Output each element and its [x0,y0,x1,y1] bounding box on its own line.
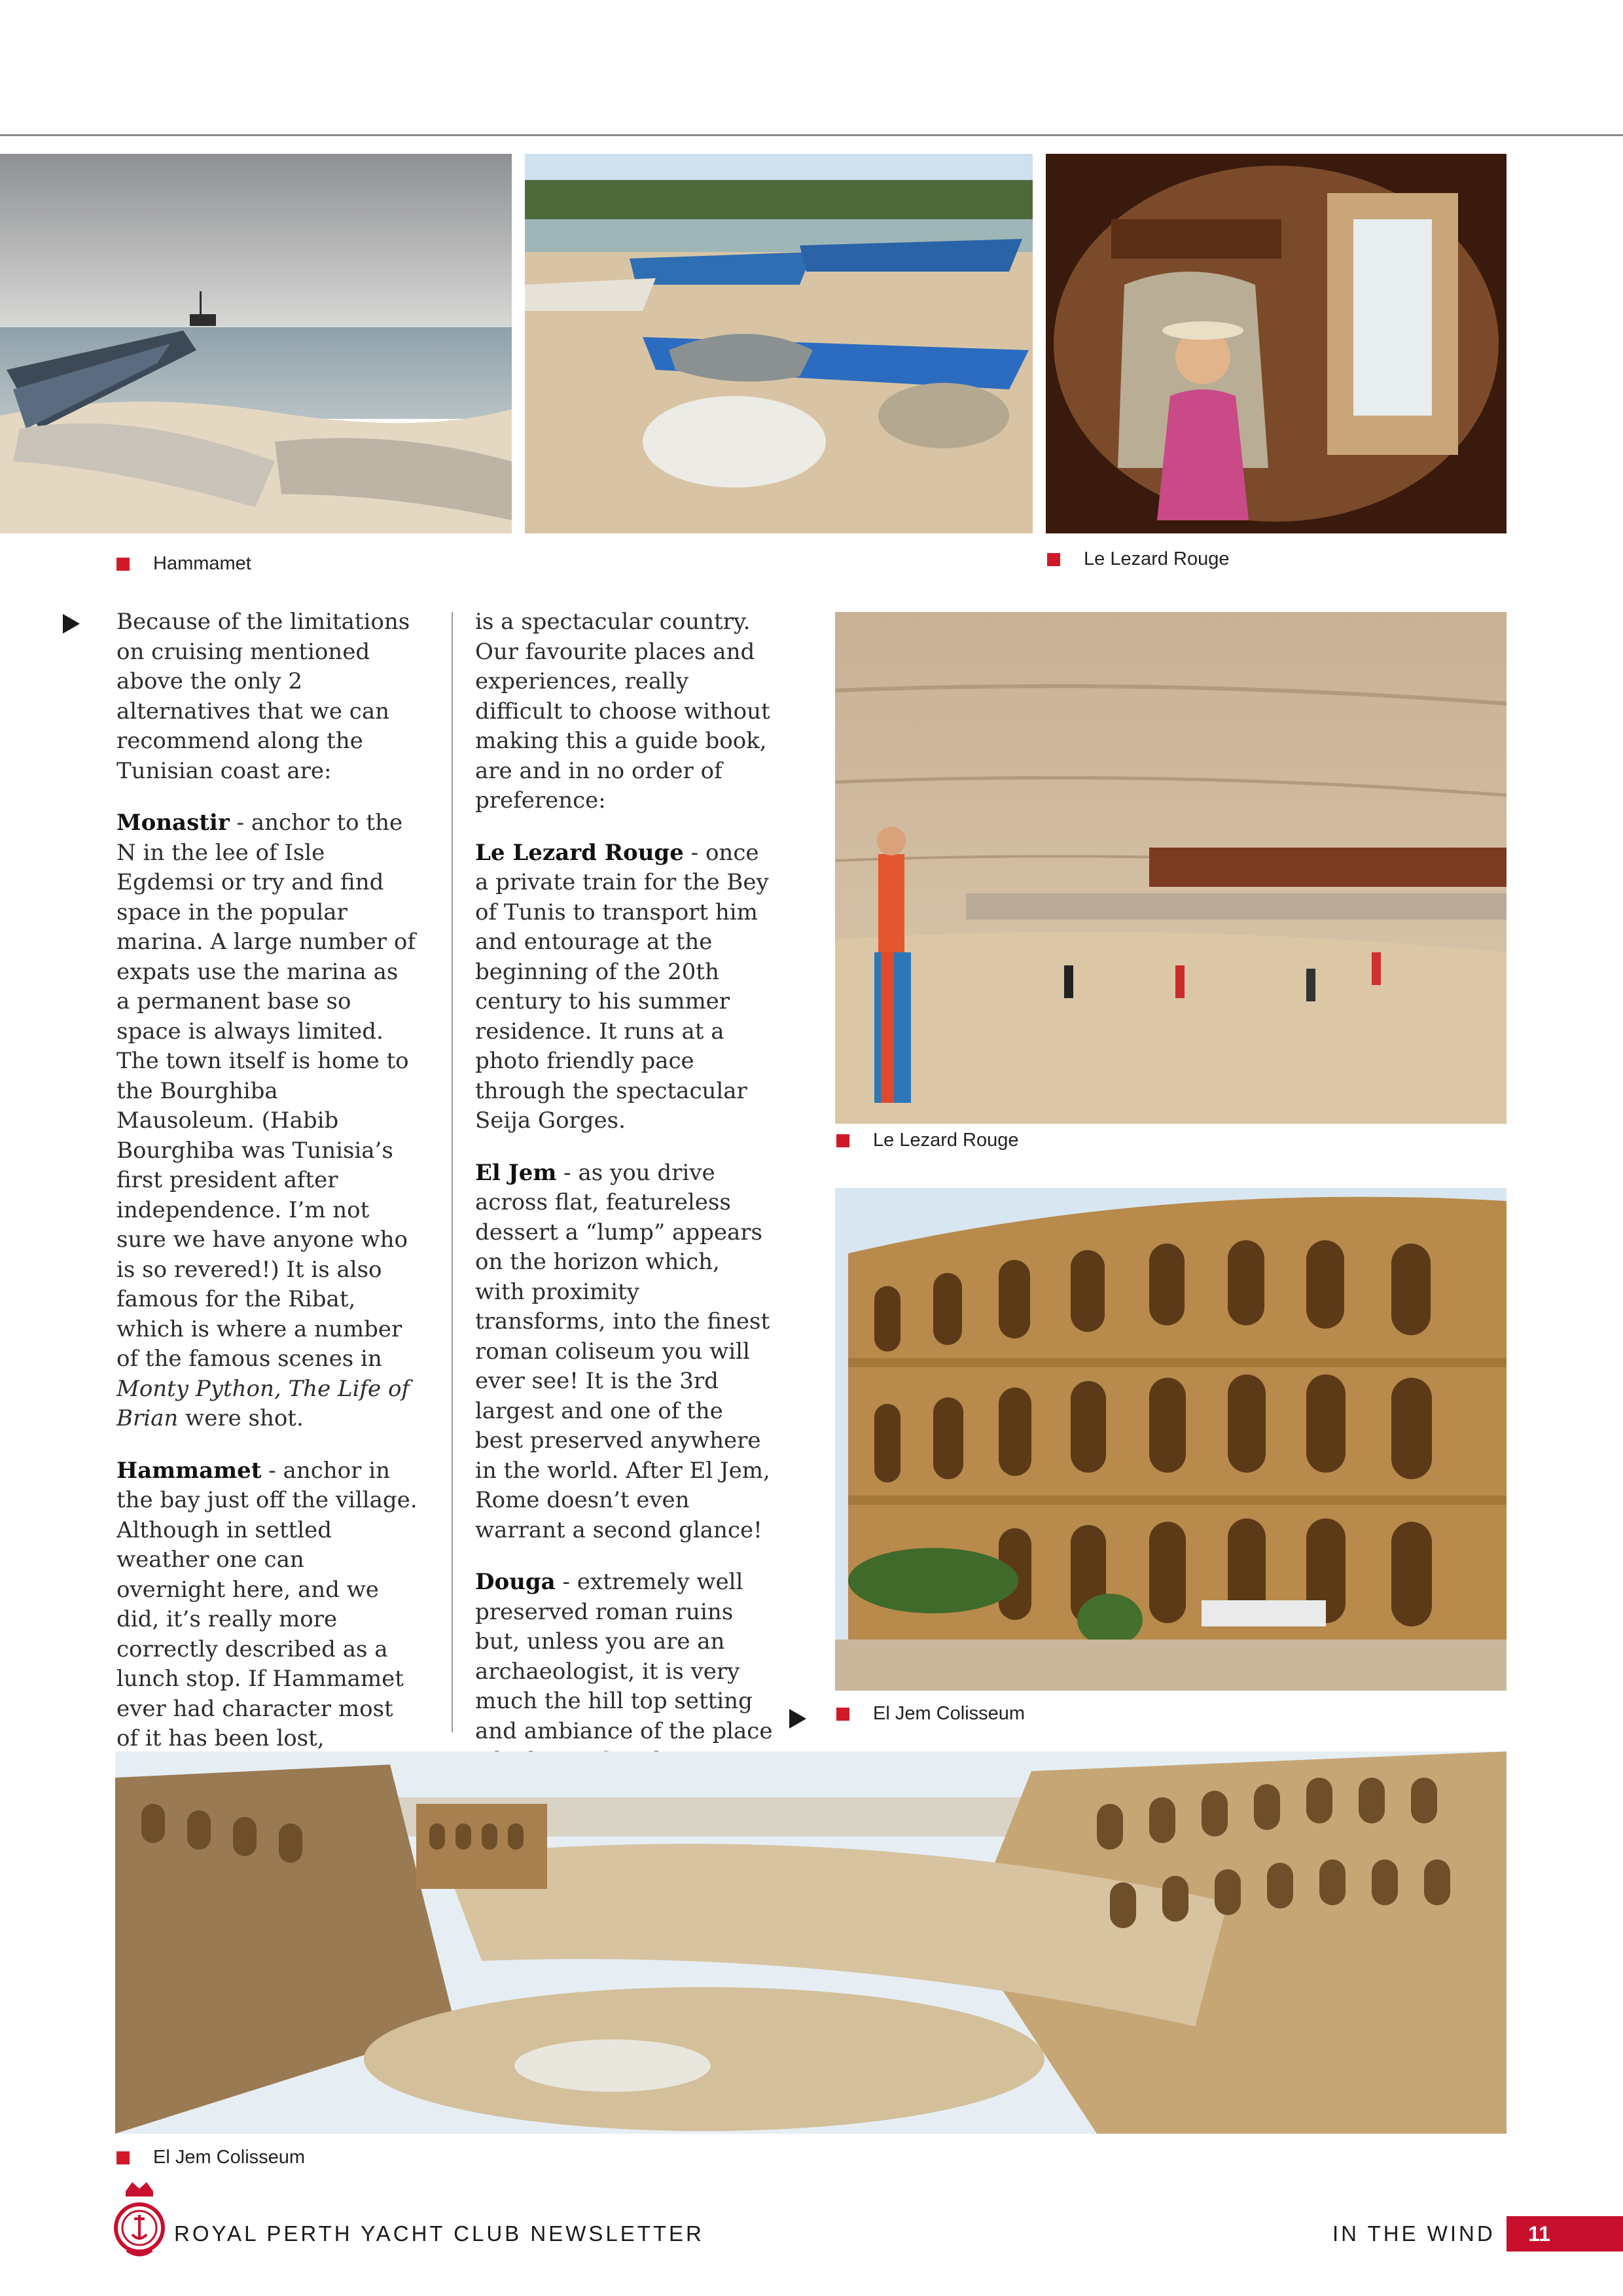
eljem-heading: El Jem [475,1159,557,1186]
photo-lezard-rouge-carriage [1046,154,1507,533]
column-divider [452,612,453,1732]
text-column-2 [475,607,776,1888]
monastir-film-title: Monty Python, The Life of Brian [116,1375,410,1431]
caption-text: Le Lezard Rouge [873,1130,1019,1151]
caption-text: El Jem Colisseum [153,2147,306,2168]
douga-body: - extremely well preserved roman ruins but, unless you are an archaeologist, it is very much the hill top setting and ambiance of the place [475,1569,773,1744]
section-label: IN THE WIND [1332,2221,1495,2246]
caption-marker [1047,553,1060,566]
intro-paragraph: Because of the limitations on cruising mentioned above the only 2 alternatives that we can recommend along the Tunisian coast are: [116,609,410,784]
lezard-heading: Le Lezard Rouge [475,839,684,866]
eljem-paragraph [475,1158,776,1546]
hammamet-heading: Hammamet [116,1457,262,1484]
lezard-body: - once a private train for the Bey of Tunis to transport him and entourage at the beginning of the 20th century to his summer residence. It runs at a photo friendly pace through the spectacular Seija Gorges. [475,839,769,1134]
caption-eljem-bottom [116,2144,305,2170]
caption-hammamet [116,550,251,577]
caption-marker [836,1134,849,1147]
monastir-body: - anchor to the N in the lee of Isle Egdemsi or try and find space in the popular marina. A large number of expats use the marina as a permanent base so space is always limited. The town itself is home to the Bourghiba Mausoleum. (Habib Bourghiba was Tunisia’s first president after independence. I’m not sure we have anyone who is so revered!) It is also famous for the Ribat, which is where a number of the famous scenes in [116,810,416,1372]
eljem-body: - as you drive across flat, featureless dessert a “lump” appears on the horizon which, with proximity transforms, into the finest roman coliseum you will ever see! It is the 3rd largest and one of the best preserved anywhere in the world. After El Jem, Rome doesn’t even warrant a second glance! [475,1159,770,1543]
photo-hammamet-shipwreck [0,154,512,533]
caption-text: Le Lezard Rouge [1084,548,1230,569]
crest-icon [113,2179,166,2262]
continuation-paragraph: is a spectacular country. Our favourite places and experiences, really difficult to choose without making this a guide book, are and in no order of preference: [475,609,770,814]
caption-marker [836,1708,849,1721]
play-arrow-icon [789,1709,806,1729]
caption-lezard-top [1047,546,1230,572]
photo-el-jem-panorama [115,1751,1507,2134]
photo-el-jem-facade [835,1188,1507,1691]
newsletter-title: ROYAL PERTH YACHT CLUB NEWSLETTER [174,2221,704,2246]
caption-lezard-mid [836,1127,1019,1153]
monastir-body-end: were shot. [178,1405,304,1431]
caption-marker [116,2151,130,2164]
caption-marker [116,558,130,571]
monastir-paragraph [116,808,418,1434]
monastir-heading: Monastir [116,810,230,836]
lezard-paragraph [475,838,776,1136]
caption-text: El Jem Colisseum [873,1703,1026,1724]
play-arrow-icon [63,614,80,634]
caption-eljem-mid [836,1700,1025,1727]
photo-lezard-rouge-gorge [835,612,1507,1124]
top-rule [0,134,1623,136]
photo-hammamet-boats [525,154,1033,533]
page-number: 11 [1528,2222,1550,2246]
hammamet-body: - anchor in the bay just off the village. Although in settled weather one can overnight here, and we did, it’s really more correctly described as a lunch stop. If Hammamet ever had character most of it has been lost, [116,1457,418,1751]
douga-heading: Douga [475,1569,556,1595]
caption-text: Hammamet [153,553,251,574]
